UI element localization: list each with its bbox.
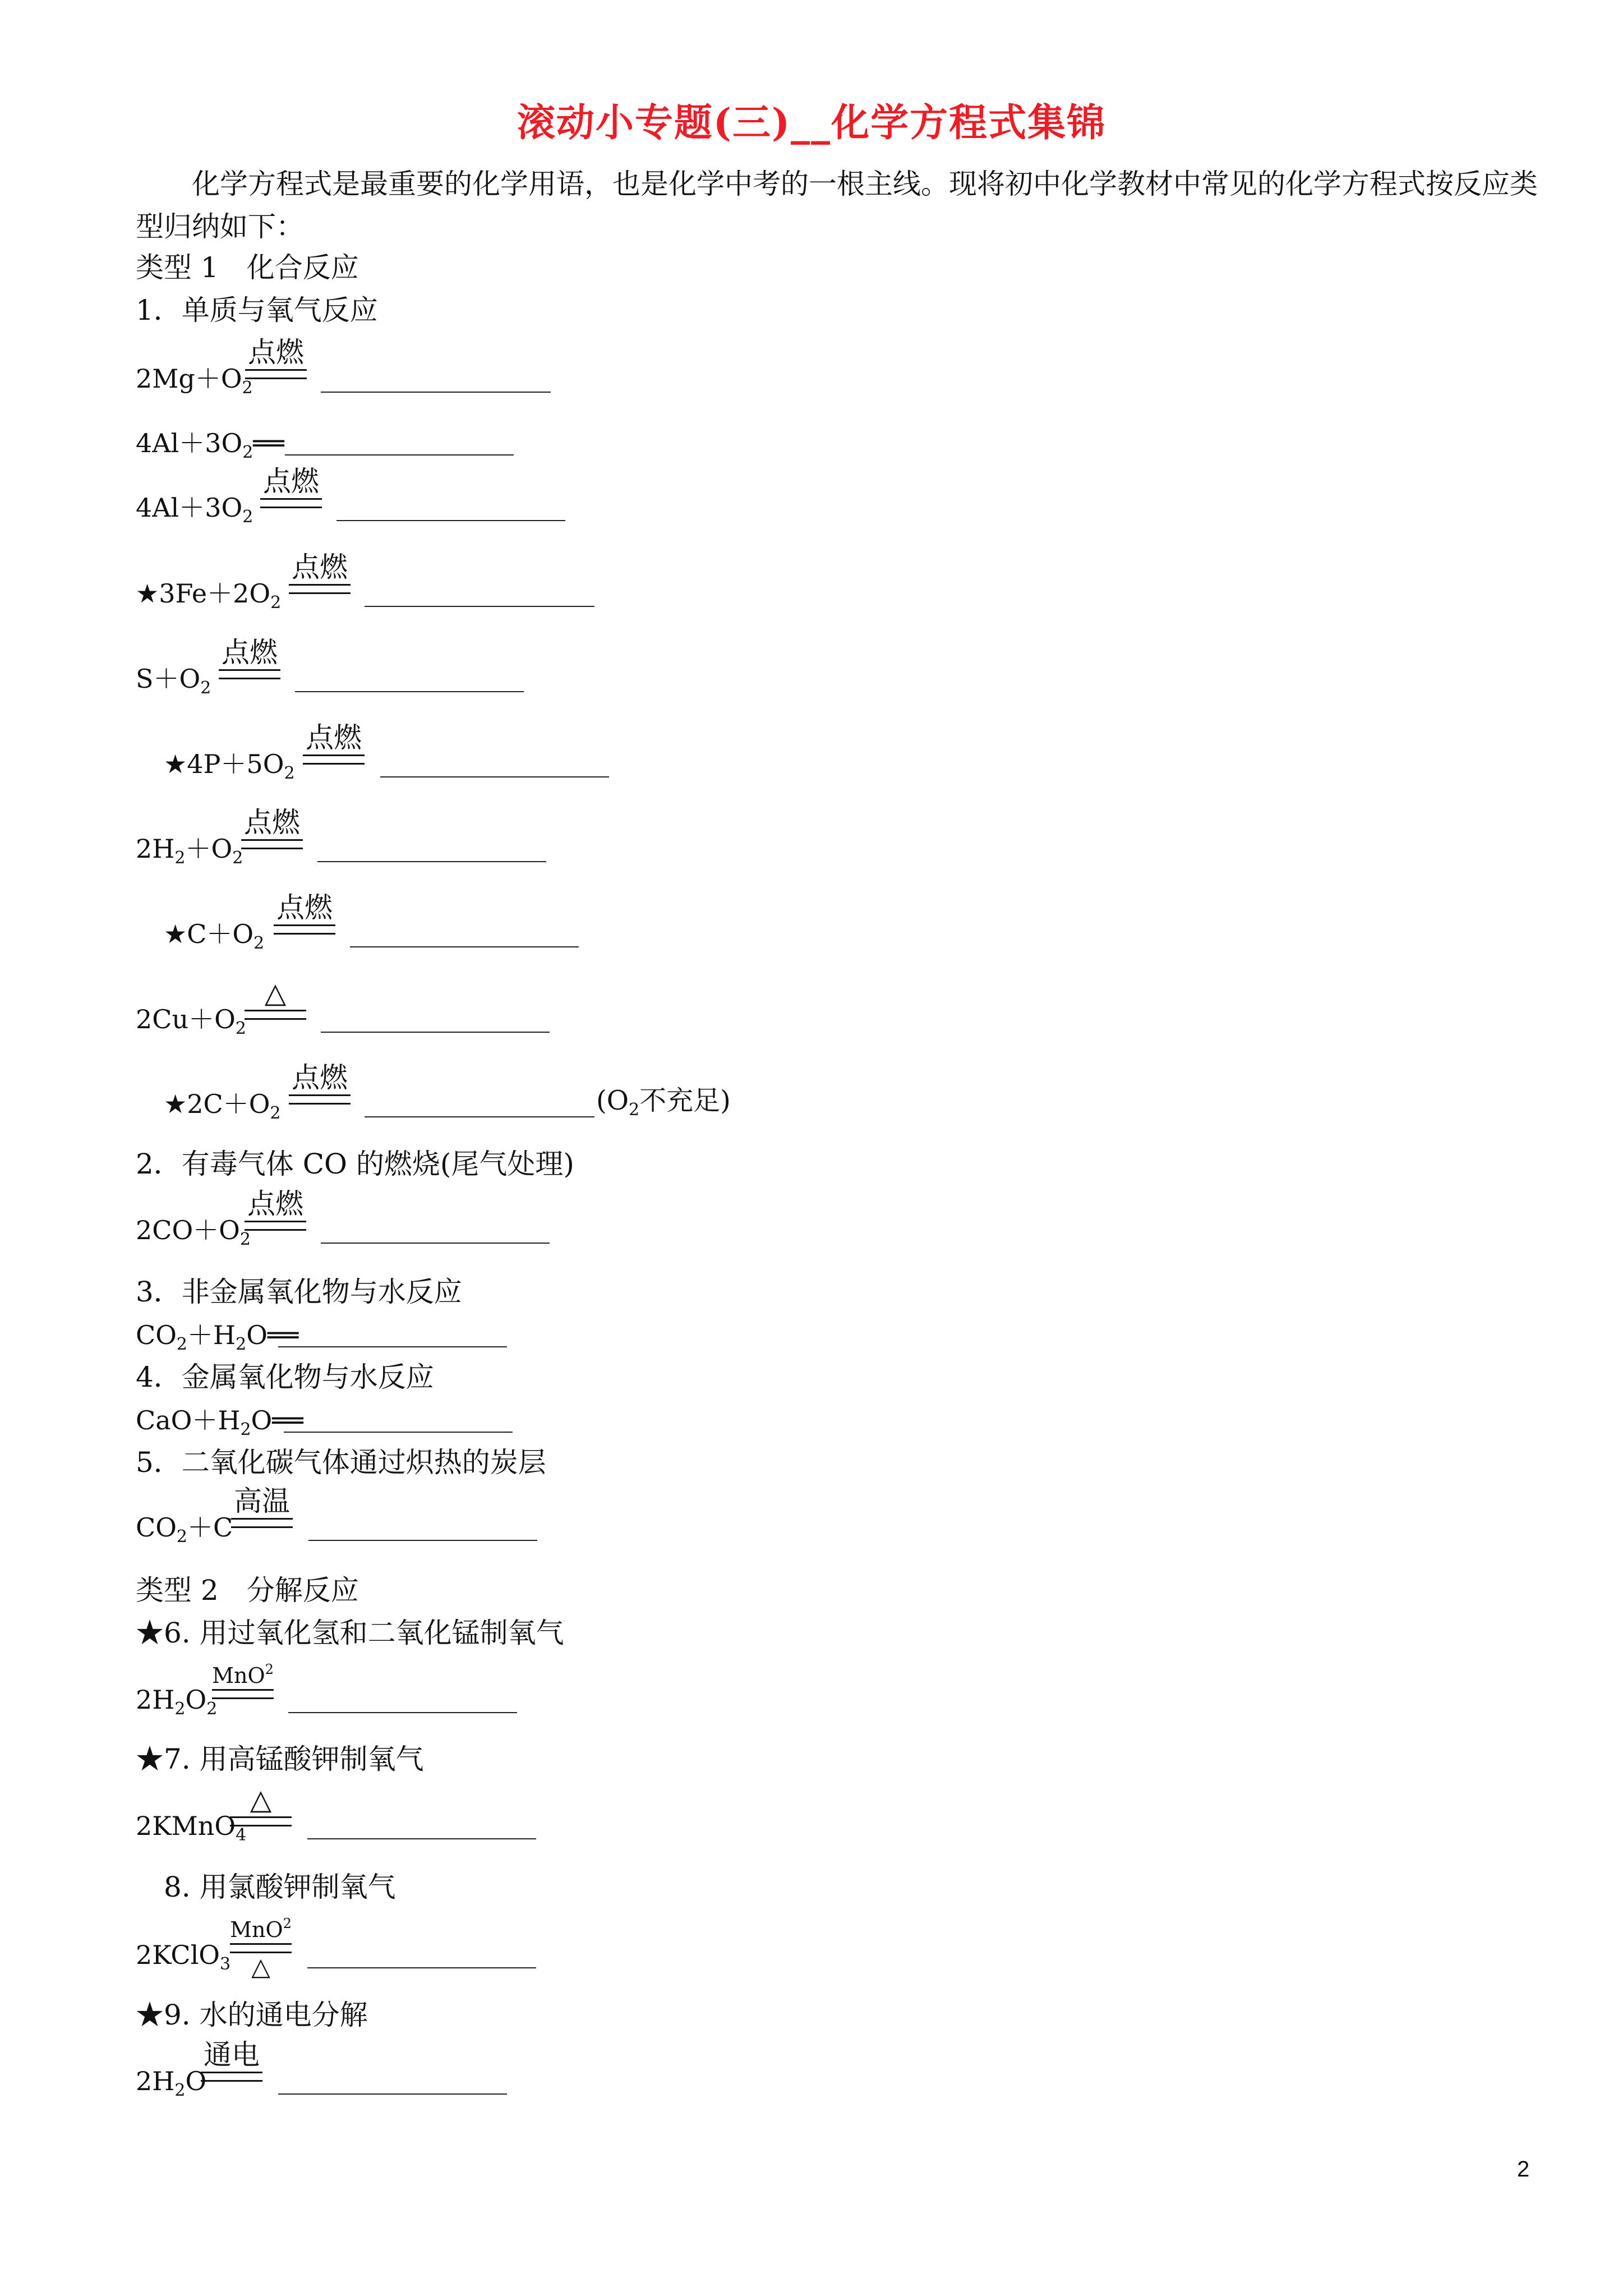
- section8-heading: 8. 用氯酸钾制氧气: [164, 1871, 396, 1903]
- equation-mg: [136, 362, 253, 398]
- type2-heading: 类型 2 分解反应: [136, 1574, 359, 1607]
- condition-label: 点燃: [248, 336, 304, 369]
- condition-label: 点燃: [263, 465, 319, 498]
- subscript: 2: [253, 933, 265, 953]
- section1-heading: 1．单质与氧气反应: [136, 294, 378, 326]
- reaction-condition: [289, 551, 351, 594]
- reactant: CaO＋H: [136, 1405, 241, 1435]
- equation-kclo3: [136, 1938, 230, 1972]
- reactant: CO: [136, 1512, 177, 1543]
- equal-sign: [245, 369, 307, 379]
- condition-label: 点燃: [306, 721, 362, 754]
- reactant: 2H: [136, 2066, 175, 2096]
- equation-al-burn: [136, 491, 253, 527]
- subscript: 2: [176, 1335, 188, 1354]
- reaction-condition: [241, 807, 303, 849]
- section3-heading: 3．非金属氧化物与水反应: [136, 1276, 462, 1308]
- answer-blank[interactable]: [336, 520, 565, 521]
- condition-label: 点燃: [292, 551, 348, 583]
- equation-p: [164, 747, 295, 781]
- equal-sign: [245, 1221, 306, 1231]
- subscript: 2: [232, 848, 243, 868]
- answer-blank[interactable]: [285, 454, 514, 455]
- equation-h2: [136, 832, 243, 866]
- subscript: 3: [220, 1954, 231, 1974]
- subscript: 4: [236, 1825, 247, 1845]
- equal-sign: [231, 1518, 293, 1528]
- reactants: 2Cu＋O: [136, 1004, 236, 1034]
- reactant: O: [185, 1685, 207, 1715]
- heat-symbol: △: [251, 1953, 270, 1981]
- reaction-condition: [289, 1062, 351, 1105]
- equation-water-electrolysis: [136, 2064, 206, 2098]
- subscript: 2: [200, 678, 211, 698]
- equal-sign: [274, 924, 335, 935]
- superscript: 2: [265, 1662, 274, 1677]
- subscript: 2: [270, 1103, 281, 1123]
- subscript: 2: [242, 443, 253, 462]
- equal-sign: [212, 1689, 274, 1699]
- reaction-condition: [230, 1917, 292, 1981]
- reactants: 2CO＋O: [136, 1215, 240, 1245]
- equation-cu: [136, 1002, 246, 1036]
- reactant: 2H: [136, 1685, 175, 1715]
- condition-note: [596, 1084, 731, 1120]
- equal-sign: [230, 1943, 292, 1953]
- reactants: 4Al＋3O: [136, 428, 243, 458]
- answer-blank[interactable]: [365, 606, 594, 607]
- reactants: ★4P＋5O: [164, 749, 284, 779]
- equal-sign: [219, 669, 280, 679]
- condition-label: 高温: [234, 1485, 290, 1517]
- equal-sign: [245, 1010, 306, 1020]
- condition-label: 点燃: [292, 1061, 348, 1094]
- reactants: ★2C＋O: [164, 1089, 270, 1119]
- condition-label: 通电: [204, 2039, 260, 2071]
- reaction-condition: [245, 1188, 306, 1231]
- equation-al-slow: [136, 426, 284, 460]
- reactant: ＋C: [187, 1512, 233, 1543]
- equation-h2o2: [136, 1683, 217, 1717]
- catalyst-label: [212, 1663, 274, 1688]
- reaction-condition: [303, 722, 365, 765]
- condition-label: 点燃: [247, 1188, 303, 1220]
- equation-c-incomplete: [164, 1087, 281, 1121]
- reactants: 4Al＋3O: [136, 493, 243, 523]
- subscript: 2: [240, 1420, 251, 1439]
- subscript: 2: [284, 763, 295, 783]
- reactant: 2H: [136, 834, 175, 864]
- reactants: ★C＋O: [164, 919, 254, 949]
- subscript: 2: [270, 593, 282, 613]
- section6-heading: ★6. 用过氧化氢和二氧化锰制氧气: [136, 1617, 564, 1649]
- answer-blank[interactable]: [365, 1116, 594, 1117]
- equal-sign: [289, 584, 351, 594]
- subscript: 2: [629, 1100, 640, 1120]
- answer-blank[interactable]: [295, 691, 524, 692]
- reaction-condition: [231, 1485, 293, 1528]
- catalyst-formula: MnO: [230, 1917, 283, 1942]
- answer-blank[interactable]: [380, 776, 609, 777]
- section7-heading: ★7. 用高锰酸钾制氧气: [136, 1743, 424, 1775]
- reactants: ★3Fe＋2O: [136, 578, 271, 609]
- answer-blank[interactable]: [307, 1838, 536, 1839]
- equation-co: [136, 1213, 251, 1247]
- reaction-condition: [230, 1784, 292, 1826]
- reactant: ＋O: [185, 834, 233, 864]
- answer-blank[interactable]: [350, 946, 579, 947]
- reaction-condition: [219, 637, 280, 679]
- answer-blank[interactable]: [284, 1432, 513, 1433]
- equation-fe: [136, 577, 282, 613]
- equal-sign: [289, 1094, 351, 1105]
- reactant: O══: [246, 1320, 299, 1350]
- reaction-condition: [274, 892, 335, 935]
- reactant: O══: [251, 1405, 303, 1435]
- reaction-condition: [212, 1663, 274, 1699]
- subscript: 2: [176, 1527, 188, 1547]
- subscript: 2: [174, 848, 186, 868]
- section2-heading: 2．有毒气体 CO 的燃烧(尾气处理): [136, 1148, 574, 1180]
- reactant: 2KClO: [136, 1940, 220, 1970]
- equation-co2-carbon: [136, 1511, 233, 1547]
- reaction-condition: [245, 337, 307, 379]
- type1-heading: 类型 1 化合反应: [136, 251, 359, 284]
- condition-label: 点燃: [244, 806, 300, 839]
- answer-blank[interactable]: [321, 392, 551, 393]
- note-text: 不充足): [639, 1085, 731, 1116]
- page-title: 滚动小专题(三)__化学方程式集锦: [517, 100, 1106, 145]
- subscript: 2: [239, 1230, 251, 1249]
- subscript: 2: [236, 1335, 247, 1354]
- answer-blank[interactable]: [321, 1243, 550, 1244]
- heat-symbol: △: [264, 977, 287, 1009]
- reaction-condition: [245, 977, 306, 1020]
- answer-blank[interactable]: [278, 1346, 507, 1347]
- note-text: (O: [596, 1085, 629, 1116]
- condition-label: 点燃: [222, 636, 278, 669]
- reactant: ＋H: [187, 1320, 236, 1350]
- reactant: O: [185, 2066, 207, 2096]
- catalyst-label: [230, 1917, 292, 1942]
- equal-sign: [241, 839, 303, 849]
- answer-blank[interactable]: [321, 1032, 550, 1033]
- answer-blank[interactable]: [307, 1967, 536, 1968]
- reaction-condition: [260, 466, 322, 508]
- subscript: 2: [174, 2081, 186, 2100]
- equal-sign: ══: [253, 428, 284, 458]
- equal-sign: [303, 754, 365, 765]
- page-number: 2: [1517, 2157, 1530, 2182]
- equal-sign: [260, 498, 322, 508]
- subscript: 2: [242, 378, 253, 398]
- equation-s: [136, 662, 211, 696]
- superscript: 2: [283, 1916, 292, 1931]
- condition-label: 点燃: [276, 891, 333, 924]
- reactant: CO: [136, 1320, 177, 1350]
- answer-blank[interactable]: [278, 2093, 507, 2095]
- equal-sign: [230, 1816, 292, 1826]
- section4-heading: 4．金属氧化物与水反应: [136, 1361, 434, 1393]
- section9-heading: ★9. 水的通电分解: [136, 1999, 368, 2031]
- subscript: 2: [174, 1699, 186, 1719]
- catalyst-formula: MnO: [212, 1663, 265, 1688]
- reactant: 2KMnO: [136, 1811, 236, 1841]
- answer-blank[interactable]: [317, 861, 546, 862]
- reactants: 2Mg＋O: [136, 364, 242, 394]
- subscript: 2: [206, 1699, 218, 1719]
- heat-symbol: △: [250, 1783, 272, 1816]
- equation-co2-water: [136, 1318, 298, 1352]
- reaction-condition: [201, 2039, 262, 2082]
- intro-paragraph: 化学方程式是最重要的化学用语，也是化学中考的一根主线。现将初中化学教材中常见的化学方程式按反应类型归纳如下：: [136, 168, 1538, 243]
- answer-blank[interactable]: [308, 1540, 537, 1541]
- section5-heading: 5．二氧化碳气体通过炽热的炭层: [136, 1446, 546, 1479]
- equation-c: [164, 917, 264, 951]
- subscript: 2: [242, 507, 253, 527]
- subscript: 2: [235, 1019, 246, 1038]
- reactants: S＋O: [136, 664, 201, 694]
- answer-blank[interactable]: [288, 1712, 517, 1713]
- equation-cao-water: [136, 1404, 303, 1437]
- equal-sign: [201, 2072, 262, 2082]
